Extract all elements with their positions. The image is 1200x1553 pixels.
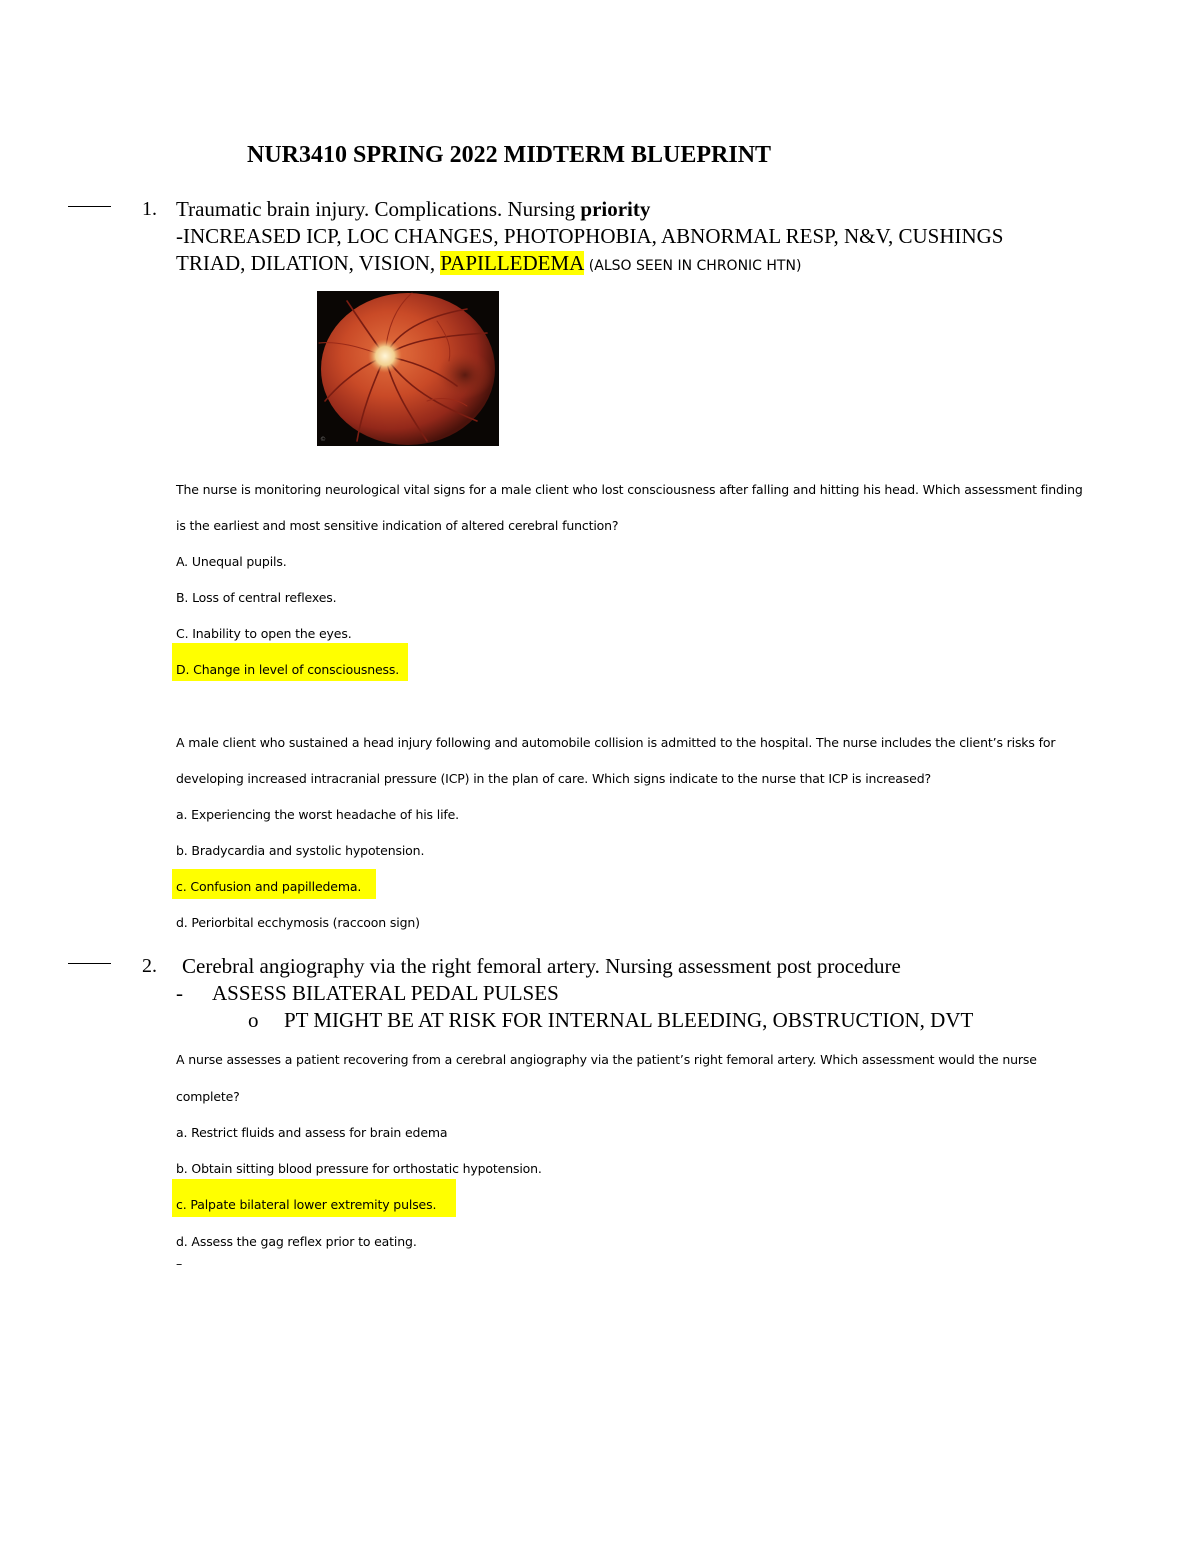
item-2-q1-option-a: a. Restrict fluids and assess for brain edema (176, 1125, 448, 1140)
item-1-heading-bold: priority (580, 197, 651, 221)
item-1-heading: Traumatic brain injury. Complications. Nursing priority (176, 197, 651, 221)
item-2-q1-option-d: d. Assess the gag reflex prior to eating. (176, 1234, 417, 1249)
item-2-q1-option-c: c. Palpate bilateral lower extremity pulses. (176, 1197, 437, 1212)
item-2-trailing-mark: – (176, 1256, 183, 1271)
item-2-number: 2. (142, 955, 157, 977)
item-2-q1-stem-line1: A nurse assesses a patient recovering from a cerebral angiography via the patient’s right femoral artery. Which assessment would the nurse (176, 1052, 1037, 1067)
item-2-sub-text: PT MIGHT BE AT RISK FOR INTERNAL BLEEDING, OBSTRUCTION, DVT (284, 1008, 974, 1032)
answer-blank-1[interactable] (68, 206, 111, 207)
item-1-notes-suffix: (ALSO SEEN IN CHRONIC HTN) (584, 258, 802, 274)
item-1-q1-stem-line1: The nurse is monitoring neurological vital signs for a male client who lost consciousness after falling and hitting his head. Which assessment finding (176, 482, 1083, 497)
item-2-q1-option-b: b. Obtain sitting blood pressure for orthostatic hypotension. (176, 1161, 542, 1176)
item-1-q2-stem-line2: developing increased intracranial pressure (ICP) in the plan of care. Which signs indicate to the nurse that ICP is increased? (176, 771, 931, 786)
papilledema-highlight: PAPILLEDEMA (440, 251, 585, 275)
item-1-q1-stem-line2: is the earliest and most sensitive indication of altered cerebral function? (176, 518, 619, 533)
item-2-bullet-marker: - (176, 981, 183, 1005)
item-1-q1-option-a: A. Unequal pupils. (176, 554, 287, 569)
item-1-q1-option-d: D. Change in level of consciousness. (176, 662, 400, 677)
answer-blank-2[interactable] (68, 963, 111, 964)
item-1-notes-line2: TRIAD, DILATION, VISION, PAPILLEDEMA (ALSO SEEN IN CHRONIC HTN) (176, 251, 802, 275)
item-1-q1-option-b: B. Loss of central reflexes. (176, 590, 337, 605)
document-title: NUR3410 SPRING 2022 MIDTERM BLUEPRINT (247, 142, 772, 168)
item-2-bullet-text: ASSESS BILATERAL PEDAL PULSES (212, 981, 559, 1005)
item-2-q1-stem-line2: complete? (176, 1089, 240, 1104)
item-1-notes-line1: -INCREASED ICP, LOC CHANGES, PHOTOPHOBIA, ABNORMAL RESP, N&V, CUSHINGS (176, 224, 1004, 248)
item-2-sub-marker: o (248, 1008, 259, 1032)
fundus-watermark: © (320, 436, 326, 443)
item-1-q2-option-d: d. Periorbital ecchymosis (raccoon sign) (176, 915, 420, 930)
item-1-q1-option-c: C. Inability to open the eyes. (176, 626, 352, 641)
item-1-number: 1. (142, 198, 157, 220)
item-1-q2-option-c: c. Confusion and papilledema. (176, 879, 362, 894)
item-2-heading: Cerebral angiography via the right femoral artery. Nursing assessment post procedure (182, 954, 901, 978)
item-1-q2-stem-line1: A male client who sustained a head injury following and automobile collision is admitted to the hospital. The nurse includes the client’s risks for (176, 735, 1056, 750)
fundus-photo-image (317, 291, 499, 446)
item-1-q2-option-b: b. Bradycardia and systolic hypotension. (176, 843, 425, 858)
item-1-q2-option-a: a. Experiencing the worst headache of his life. (176, 807, 460, 822)
